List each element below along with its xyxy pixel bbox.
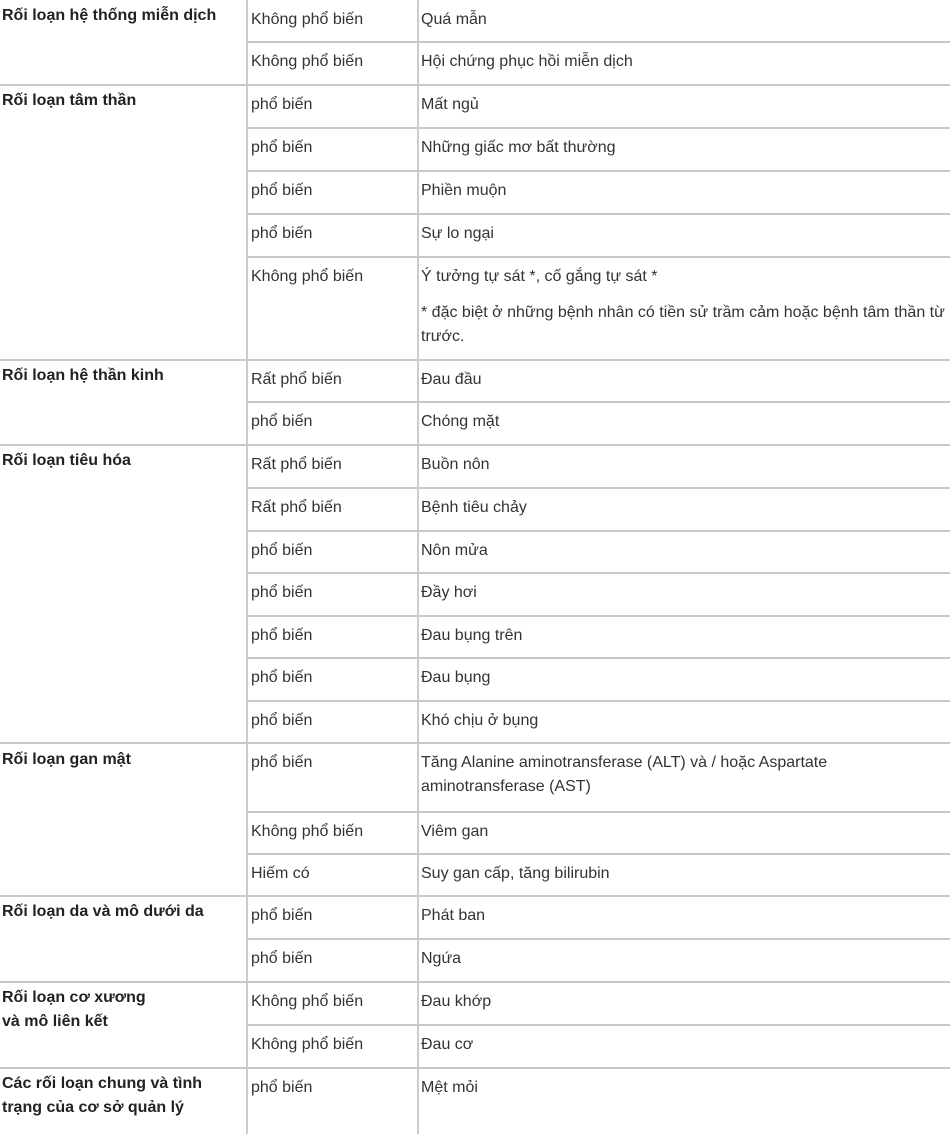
frequency-cell: phổ biến: [251, 950, 313, 967]
effect-cell: Những giấc mơ bất thường: [421, 139, 616, 156]
frequency-cell: Rất phổ biến: [251, 499, 342, 516]
effect-cell: Mất ngủ: [421, 96, 479, 113]
frequency-cell: Hiếm có: [251, 865, 310, 882]
effect-cell: Phát ban: [421, 907, 486, 924]
group-divider: [0, 742, 950, 744]
frequency-cell: Không phổ biến: [251, 823, 364, 840]
row-divider: [246, 811, 950, 813]
category-label: Rối loạn gan mật: [2, 751, 131, 768]
row-divider: [246, 487, 950, 489]
group-divider: [0, 84, 950, 86]
effect-cell: Đầy hơi: [421, 584, 477, 601]
effect-cell: Sự lo ngại: [421, 225, 494, 242]
effect-cell: Đau bụng trên: [421, 627, 523, 644]
effect-cell: Quá mẫn: [421, 11, 487, 28]
category-label: Rối loạn cơ xương và mô liên kết: [2, 989, 146, 1030]
frequency-cell: Không phổ biến: [251, 11, 364, 28]
effect-cell: Ngứa: [421, 950, 462, 967]
row-divider: [246, 615, 950, 617]
effect-cell: Đau cơ: [421, 1036, 474, 1053]
frequency-cell: Không phổ biến: [251, 53, 364, 70]
row-divider: [246, 41, 950, 43]
frequency-cell: phổ biến: [251, 413, 313, 430]
row-divider: [246, 530, 950, 532]
row-divider: [246, 1024, 950, 1026]
frequency-cell: phổ biến: [251, 225, 313, 242]
effect-cell: Mệt mỏi: [421, 1079, 478, 1096]
effect-cell: Khó chịu ở bụng: [421, 712, 539, 729]
frequency-cell: Không phổ biến: [251, 1036, 364, 1053]
frequency-cell: phổ biến: [251, 584, 313, 601]
effect-cell: Suy gan cấp, tăng bilirubin: [421, 865, 610, 882]
frequency-cell: Không phổ biến: [251, 268, 364, 285]
effect-cell: Phiền muộn: [421, 182, 507, 199]
effect-note: * đặc biệt ở những bệnh nhân có tiền sử trầm cảm hoặc bệnh tâm thần từ trước.: [421, 304, 945, 345]
category-label: Rối loạn tâm thần: [2, 92, 137, 109]
category-label: Rối loạn hệ thần kinh: [2, 367, 164, 384]
frequency-cell: Rất phổ biến: [251, 456, 342, 473]
frequency-cell: phổ biến: [251, 627, 313, 644]
effect-cell: Chóng mặt: [421, 413, 500, 430]
row-divider: [246, 700, 950, 702]
effect-cell: Ý tưởng tự sát *, cố gắng tự sát *: [421, 268, 658, 285]
row-divider: [246, 401, 950, 403]
frequency-cell: phổ biến: [251, 542, 313, 559]
group-divider: [0, 444, 950, 446]
frequency-cell: phổ biến: [251, 96, 313, 113]
effect-cell: Viêm gan: [421, 823, 489, 840]
row-divider: [246, 127, 950, 129]
frequency-cell: phổ biến: [251, 712, 313, 729]
effect-cell: Tăng Alanine aminotransferase (ALT) và / hoặc Aspartate aminotransferase (AST): [421, 754, 828, 795]
frequency-cell: phổ biến: [251, 139, 313, 156]
category-label: Rối loạn tiêu hóa: [2, 452, 131, 469]
row-divider: [246, 170, 950, 172]
row-divider: [246, 853, 950, 855]
effect-cell: Hội chứng phục hồi miễn dịch: [421, 53, 633, 70]
effect-cell: Buồn nôn: [421, 456, 490, 473]
category-label: Rối loạn da và mô dưới da: [2, 903, 204, 920]
row-divider: [246, 213, 950, 215]
group-divider: [0, 981, 950, 983]
frequency-cell: phổ biến: [251, 1079, 313, 1096]
effect-cell: Bệnh tiêu chảy: [421, 499, 527, 516]
frequency-cell: phổ biến: [251, 907, 313, 924]
frequency-cell: Rất phổ biến: [251, 371, 342, 388]
effect-cell: Đau khớp: [421, 993, 492, 1010]
effect-cell: Đau đầu: [421, 371, 482, 388]
category-label: Các rối loạn chung và tình trạng của cơ sở quản lý: [2, 1075, 203, 1116]
category-label: Rối loạn hệ thống miễn dịch: [2, 7, 217, 24]
frequency-cell: phổ biến: [251, 754, 313, 771]
row-divider: [246, 572, 950, 574]
frequency-cell: Không phổ biến: [251, 993, 364, 1010]
row-divider: [246, 657, 950, 659]
group-divider: [0, 895, 950, 897]
frequency-cell: phổ biến: [251, 182, 313, 199]
effect-cell: Nôn mửa: [421, 542, 488, 559]
effect-cell: Đau bụng: [421, 669, 491, 686]
frequency-cell: phổ biến: [251, 669, 313, 686]
group-divider: [0, 1067, 950, 1069]
row-divider: [246, 256, 950, 258]
row-divider: [246, 938, 950, 940]
group-divider: [0, 359, 950, 361]
